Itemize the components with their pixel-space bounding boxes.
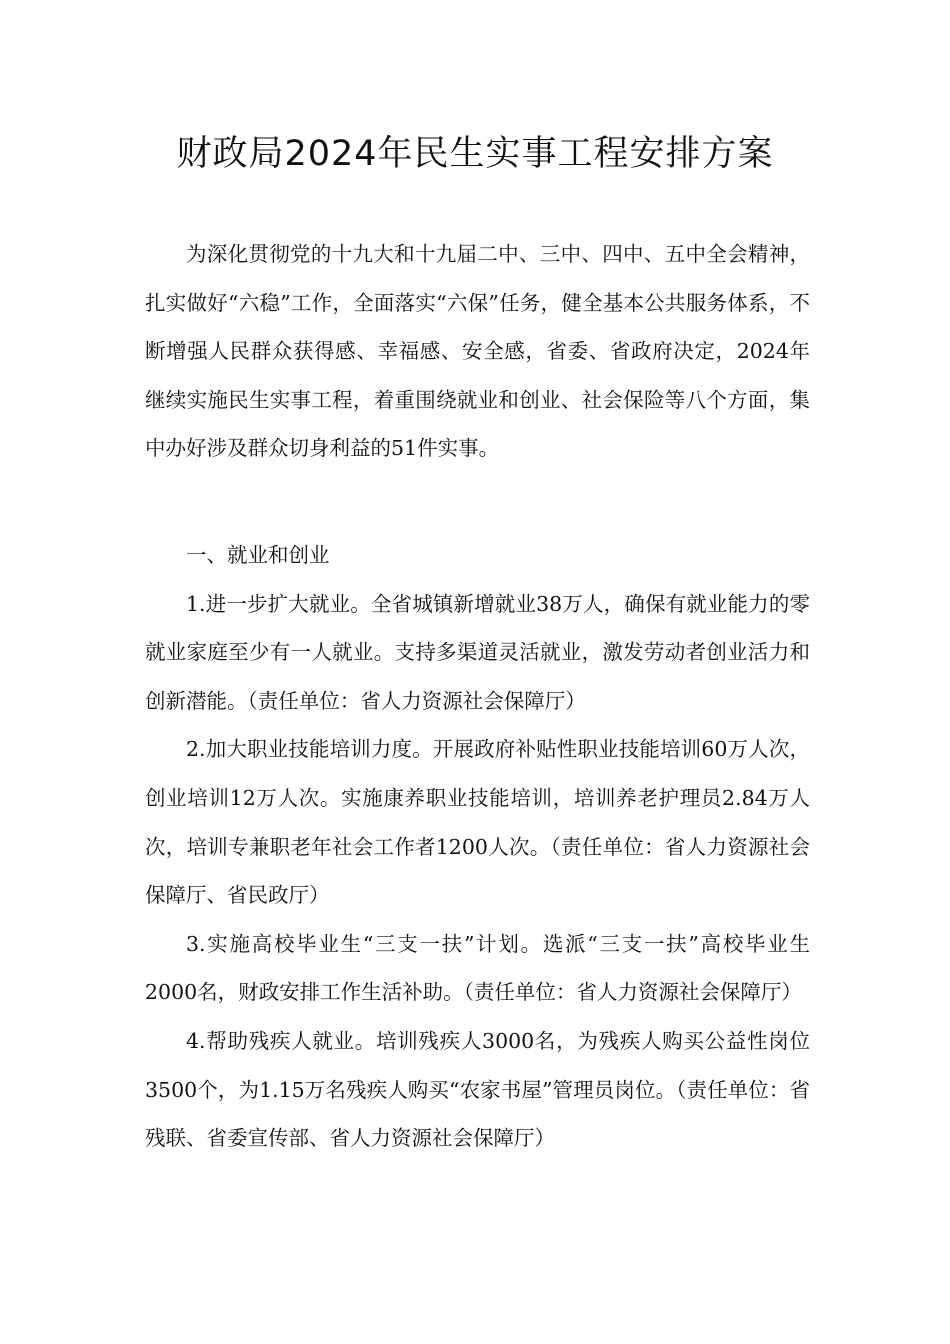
paragraph-gap [145, 473, 810, 531]
document-body [145, 230, 810, 1163]
document-title: 财政局2024年民生实事工程安排方案 [176, 134, 774, 174]
section-heading: 一、就业和创业 [186, 542, 330, 567]
list-item: 4.帮助残疾人就业。培训残疾人3000名，为残疾人购买公益性岗位3500个，为1.15万名残疾人购买“农家书屋”管理员岗位。（责任单位：省残联、省委宣传部、省人力资源社会保障厅） [145, 1028, 810, 1151]
list-item: 3.实施高校毕业生“三支一扶”计划。选派“三支一扶”高校毕业生2000名，财政安排工作生活补助。（责任单位：省人力资源社会保障厅） [145, 931, 810, 1005]
list-item: 2.加大职业技能培训力度。开展政府补贴性职业技能培训60万人次，创业培训12万人次。实施康养职业技能培训，培训养老护理员2.84万人次，培训专兼职老年社会工作者1200人次。（责任单位：省人力资源社会保障厅、省民政厅） [145, 737, 810, 908]
intro-paragraph: 为深化贯彻党的十九大和十九届二中、三中、四中、五中全会精神，扎实做好“六稳”工作，全面落实“六保”任务，健全基本公共服务体系，不断增强人民群众获得感、幸福感、安全感，省委、省政府决定，2024年继续实施民生实事工程，着重围绕就业和创业、社会保险等八个方面，集中办好涉及群众切身利益的51件实事。 [145, 242, 810, 461]
list-item: 1.进一步扩大就业。全省城镇新增就业38万人，确保有就业能力的零就业家庭至少有一人就业。支持多渠道灵活就业，激发劳动者创业活力和创新潜能。（责任单位：省人力资源社会保障厅） [145, 591, 810, 713]
